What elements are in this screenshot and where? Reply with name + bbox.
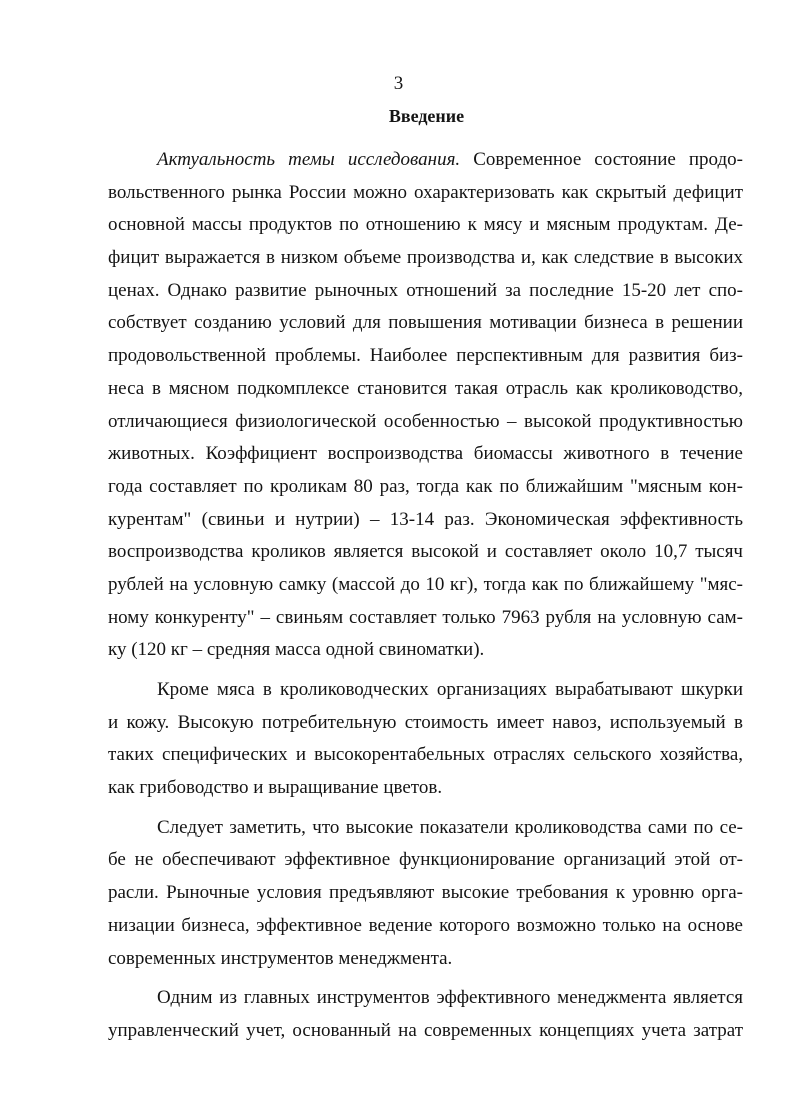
paragraph-line: низации бизнеса, эффективное ведение которого возможно только на основе [108, 914, 743, 936]
paragraph-line: отличающиеся физиологической особенностью – высокой продуктивностью [108, 410, 743, 432]
paragraph-line [108, 144, 743, 177]
paragraph-accounting [108, 982, 743, 1047]
paragraph-line: года составляет по кроликам 80 раз, тогда как по ближайшим "мясным кон- [108, 475, 743, 497]
paragraph-line: Одним из главных инструментов эффективного менеджмента является [157, 987, 743, 1009]
paragraph-relevance [108, 144, 743, 667]
paragraph-line: рублей на условную самку (массой до 10 кг), тогда как по ближайшему "мяс- [108, 573, 743, 595]
paragraph-line: современных инструментов менеджмента. [108, 947, 453, 969]
body-text [108, 144, 743, 1048]
paragraph-line: фицит выражается в низком объеме производства и, как следствие в высоких [108, 247, 743, 269]
paragraph-lead: Актуальность темы исследования. [157, 149, 461, 170]
paragraph-line: управленческий учет, основанный на современных концепциях учета затрат [108, 1019, 743, 1041]
paragraph-line: основной массы продуктов по отношению к мясу и мясным продуктам. Де- [108, 214, 743, 236]
paragraph-line: Следует заметить, что высокие показатели кролиководства сами по се- [157, 816, 743, 838]
paragraph-line: воспроизводства кроликов является высокой и составляет около 10,7 тысяч [108, 541, 743, 563]
paragraph-line: продовольственной проблемы. Наиболее перспективным для развития биз- [108, 345, 743, 367]
paragraph-line: Кроме мяса в кролиководческих организациях вырабатывают шкурки [157, 679, 743, 700]
paragraph-line: и кожу. Высокую потребительную стоимость имеет навоз, используемый в [108, 711, 743, 733]
section-heading: Введение [388, 106, 465, 126]
paragraph-line: ку (120 кг – средняя масса одной свиноматки). [108, 639, 485, 661]
paragraph-line: как грибоводство и выращивание цветов. [108, 777, 443, 799]
paragraph-management [108, 812, 743, 975]
paragraph-line: расли. Рыночные условия предъявляют высокие требования к уровню орга- [108, 882, 743, 904]
paragraph-line: бе не обеспечивают эффективное функционирование организаций этой от- [108, 849, 743, 871]
paragraph-line: собствует созданию условий для повышения мотивации бизнеса в решении [108, 312, 743, 334]
paragraph-line: ценах. Однако развитие рыночных отношений за последние 15-20 лет спо- [108, 279, 743, 301]
paragraph-line: вольственного рынка России можно охарактеризовать как скрытый дефицит [108, 181, 743, 203]
paragraph-products [108, 674, 743, 805]
page-number: 3 [393, 73, 404, 94]
paragraph-line: животных. Коэффициент воспроизводства биомассы животного в течение [108, 443, 743, 465]
paragraph-line: ному конкуренту" – свиньям составляет только 7963 рубля на условную сам- [108, 606, 743, 628]
paragraph-line: курентам" (свиньи и нутрии) – 13-14 раз. Экономическая эффективность [108, 508, 743, 530]
paragraph-line: таких специфических и высокорентабельных отраслях сельского хозяйства, [108, 744, 743, 766]
paragraph-line-text: Современное состояние продо- [460, 149, 743, 170]
paragraph-line: неса в мясном подкомплексе становится такая отрасль как кролиководство, [108, 377, 743, 399]
